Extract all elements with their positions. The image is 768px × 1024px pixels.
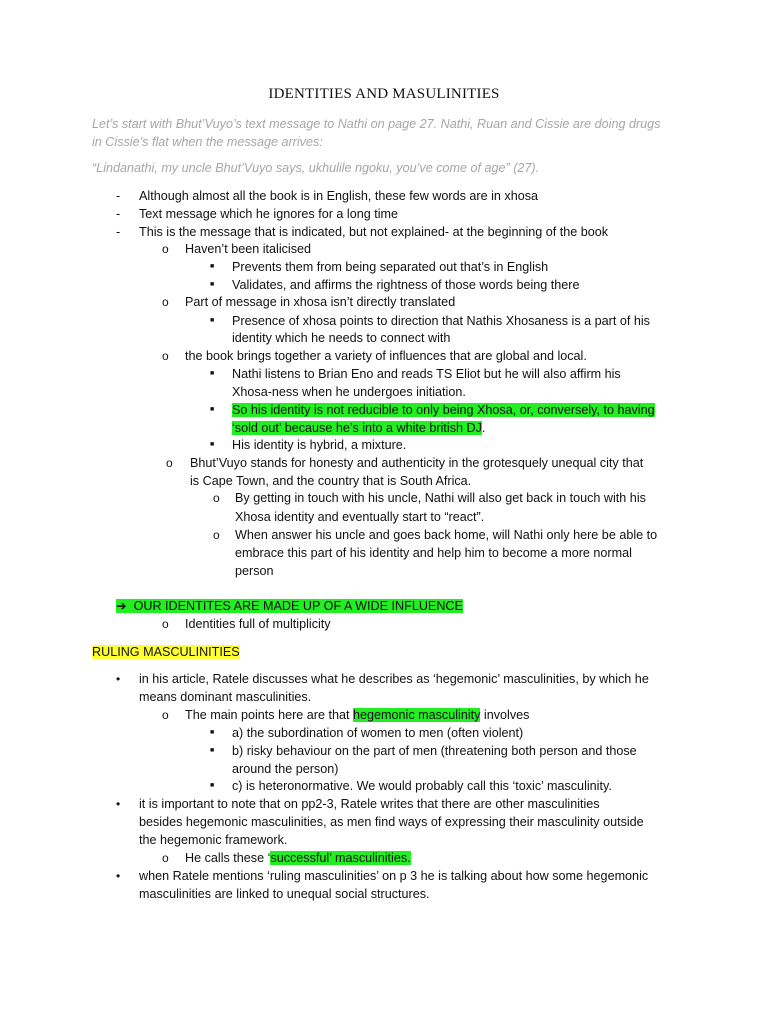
list-item: Text message which he ignores for a long time	[139, 207, 399, 221]
list-item-continued: means dominant masculinities.	[139, 690, 312, 704]
list-item-continued: Xhosa identity and eventually start to “react”.	[235, 510, 485, 524]
square-marker: ■	[210, 441, 215, 448]
page-title: IDENTITIES AND MASULINITIES	[268, 86, 500, 102]
list-item	[232, 401, 655, 419]
bullet-marker: •	[116, 869, 121, 883]
list-item: in his article, Ratele discusses what he describes as ‘hegemonic’ masculinities, by which he	[139, 672, 649, 686]
green-highlight: ‘sold out’ because he’s into a white british DJ	[232, 421, 482, 435]
list-item: b) risky behaviour on the part of men (threatening both person and those	[232, 744, 637, 758]
list-item: Bhut’Vuyo stands for honesty and authenticity in the grotesquely unequal city that	[190, 456, 644, 470]
section-heading	[92, 643, 240, 661]
arrow-statement-text: OUR IDENTITES ARE MADE UP OF A WIDE INFLUENCE	[133, 599, 463, 613]
circle-marker: o	[162, 708, 169, 722]
list-item: Prevents them from being separated out that’s in English	[232, 260, 549, 274]
list-item-continued: masculinities are linked to unequal social structures.	[139, 887, 430, 901]
list-item: By getting in touch with his uncle, Nathi will also get back in touch with his	[235, 491, 646, 505]
yellow-highlight: RULING MASCULINITIES	[92, 645, 240, 659]
circle-marker: o	[162, 242, 169, 256]
circle-marker: o	[166, 456, 173, 470]
text-run: He calls these ‘	[185, 851, 271, 865]
list-item: His identity is hybrid, a mixture.	[232, 438, 407, 452]
list-item-continued: besides hegemonic masculinities, as men find ways of expressing their masculinity outside	[139, 815, 644, 829]
square-marker: ■	[210, 406, 215, 413]
list-item: Although almost all the book is in English, these few words are in xhosa	[139, 189, 539, 203]
list-item: a) the subordination of women to men (often violent)	[232, 726, 524, 740]
list-item	[185, 706, 529, 724]
square-marker: ■	[210, 317, 215, 324]
list-item-continued: person	[235, 564, 274, 578]
bullet-marker: •	[116, 797, 121, 811]
list-item: Nathi listens to Brian Eno and reads TS Eliot but he will also affirm his	[232, 367, 621, 381]
text-run: involves	[480, 708, 530, 722]
dash-marker: -	[116, 189, 121, 203]
list-item-continued: is Cape Town, and the country that is South Africa.	[190, 474, 472, 488]
text-run: The main points here are that	[185, 708, 354, 722]
list-item: When answer his uncle and goes back home, will Nathi only here be able to	[235, 528, 658, 542]
bullet-marker: •	[116, 672, 121, 686]
square-marker: ■	[210, 370, 215, 377]
circle-marker: o	[213, 528, 220, 542]
list-item: Validates, and affirms the rightness of those words being there	[232, 278, 580, 292]
list-item: the book brings together a variety of influences that are global and local.	[185, 349, 587, 363]
green-highlight	[116, 599, 463, 613]
list-item: Identities full of multiplicity	[185, 617, 331, 631]
green-highlight: So his identity is not reducible to only being Xhosa, or, conversely, to having	[232, 403, 655, 417]
green-highlight: hegemonic masculinity	[353, 708, 481, 722]
square-marker: ■	[210, 281, 215, 288]
circle-marker: o	[162, 349, 169, 363]
list-item: This is the message that is indicated, but not explained- at the beginning of the book	[139, 225, 609, 239]
intro-paragraph: Let’s start with Bhut’Vuyo’s text message to Nathi on page 27. Nathi, Ruan and Cissie are doing drugs in Cissie’s flat when the message arrives:	[92, 117, 661, 149]
list-item-continued	[232, 419, 485, 437]
list-item: Part of message in xhosa isn’t directly translated	[185, 295, 456, 309]
arrow-statement	[116, 597, 463, 615]
square-marker: ■	[210, 747, 215, 754]
list-item-continued: the hegemonic framework.	[139, 833, 288, 847]
circle-marker: o	[213, 491, 220, 505]
circle-marker: o	[162, 617, 169, 631]
square-marker: ■	[210, 782, 215, 789]
dash-marker: -	[116, 225, 121, 239]
square-marker: ■	[210, 263, 215, 270]
list-item: Presence of xhosa points to direction that Nathis Xhosaness is a part of his	[232, 314, 650, 328]
list-item-continued: identity which he needs to connect with	[232, 331, 451, 345]
arrow-right-icon: ➔	[116, 599, 127, 613]
green-highlight: successful’ masculinities.	[270, 851, 411, 865]
circle-marker: o	[162, 851, 169, 865]
list-item-continued: around the person)	[232, 762, 339, 776]
period: .	[481, 421, 486, 435]
dash-marker: -	[116, 207, 121, 221]
intro-quote: “Lindanathi, my uncle Bhut’Vuyo says, ukhulile ngoku, you’ve come of age” (27).	[92, 161, 540, 175]
list-item: c) is heteronormative. We would probably call this ‘toxic’ masculinity.	[232, 779, 612, 793]
list-item: Haven’t been italicised	[185, 242, 312, 256]
list-item: when Ratele mentions ‘ruling masculinities’ on p 3 he is talking about how some hegemonic	[139, 869, 649, 883]
list-item	[185, 849, 411, 867]
circle-marker: o	[162, 295, 169, 309]
square-marker: ■	[210, 729, 215, 736]
list-item-continued: embrace this part of his identity and help him to become a more normal	[235, 546, 632, 560]
list-item: it is important to note that on pp2-3, Ratele writes that there are other masculinities	[139, 797, 600, 811]
list-item-continued: Xhosa-ness when he undergoes initiation.	[232, 385, 466, 399]
